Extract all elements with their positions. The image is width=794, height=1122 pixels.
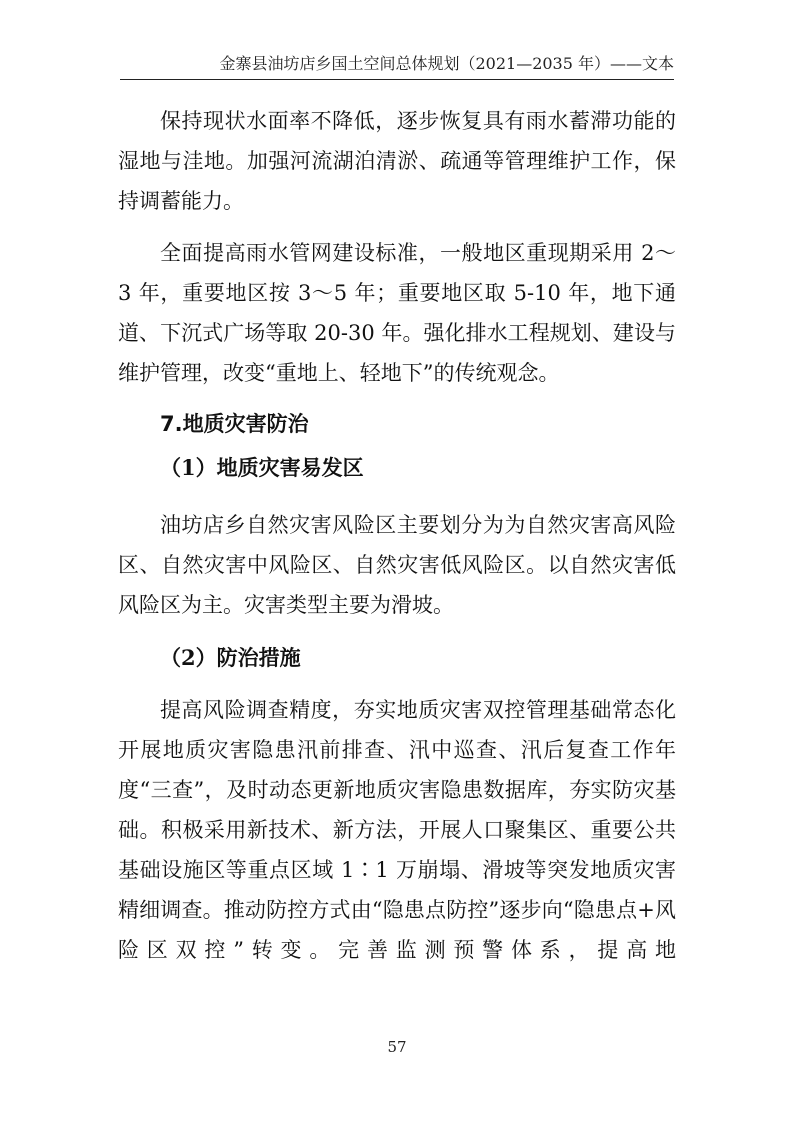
subheading-hazard-prone-area: （1）地质灾害易发区 [160,455,364,480]
section-heading-geological-hazards: 7.地质灾害防治 [160,412,309,436]
paragraph-water-surface: 保持现状水面率不降低，逐步恢复具有雨水蓄滞功能的湿地与洼地。加强河流湖泊清淤、疏通等管理维护工作，保持调蓄能力。 [118,109,676,213]
paragraph-prevention-details: 提高风险调查精度，夯实地质灾害双控管理基础常态化开展地质灾害隐患汛前排查、汛中巡查、汛后复查工作年度“三查”，及时动态更新地质灾害隐患数据库，夯实防灾基础。积极采用新技术、新方法，开展人口聚集区、重要公共基础设施区等重点区域 1∶1 万崩塌、滑坡等突发地质灾害精细调查。推动防控方式由“隐患点防控”逐步向“隐患点+风险区双控”转变。完善监测预警体系，提高地 [118,698,676,962]
running-header: 金寨县油坊店乡国土空间总体规划（2021—2035 年）——文本 [120,53,674,80]
subheading-prevention-measures: （2）防治措施 [160,645,301,670]
paragraph-rain-pipe-network: 全面提高雨水管网建设标准，一般地区重现期采用 2～3 年，重要地区按 3～5 年；重要地区取 5-10 年，地下通道、下沉式广场等取 20-30 年。强化排水工程规划、建设与维护管理，改变“重地上、轻地下”的传统观念。 [118,241,676,385]
paragraph-risk-zones: 油坊店乡自然灾害风险区主要划分为为自然灾害高风险区、自然灾害中风险区、自然灾害低风险区。以自然灾害低风险区为主。灾害类型主要为滑坡。 [118,513,676,617]
page-number: 57 [387,1038,407,1056]
